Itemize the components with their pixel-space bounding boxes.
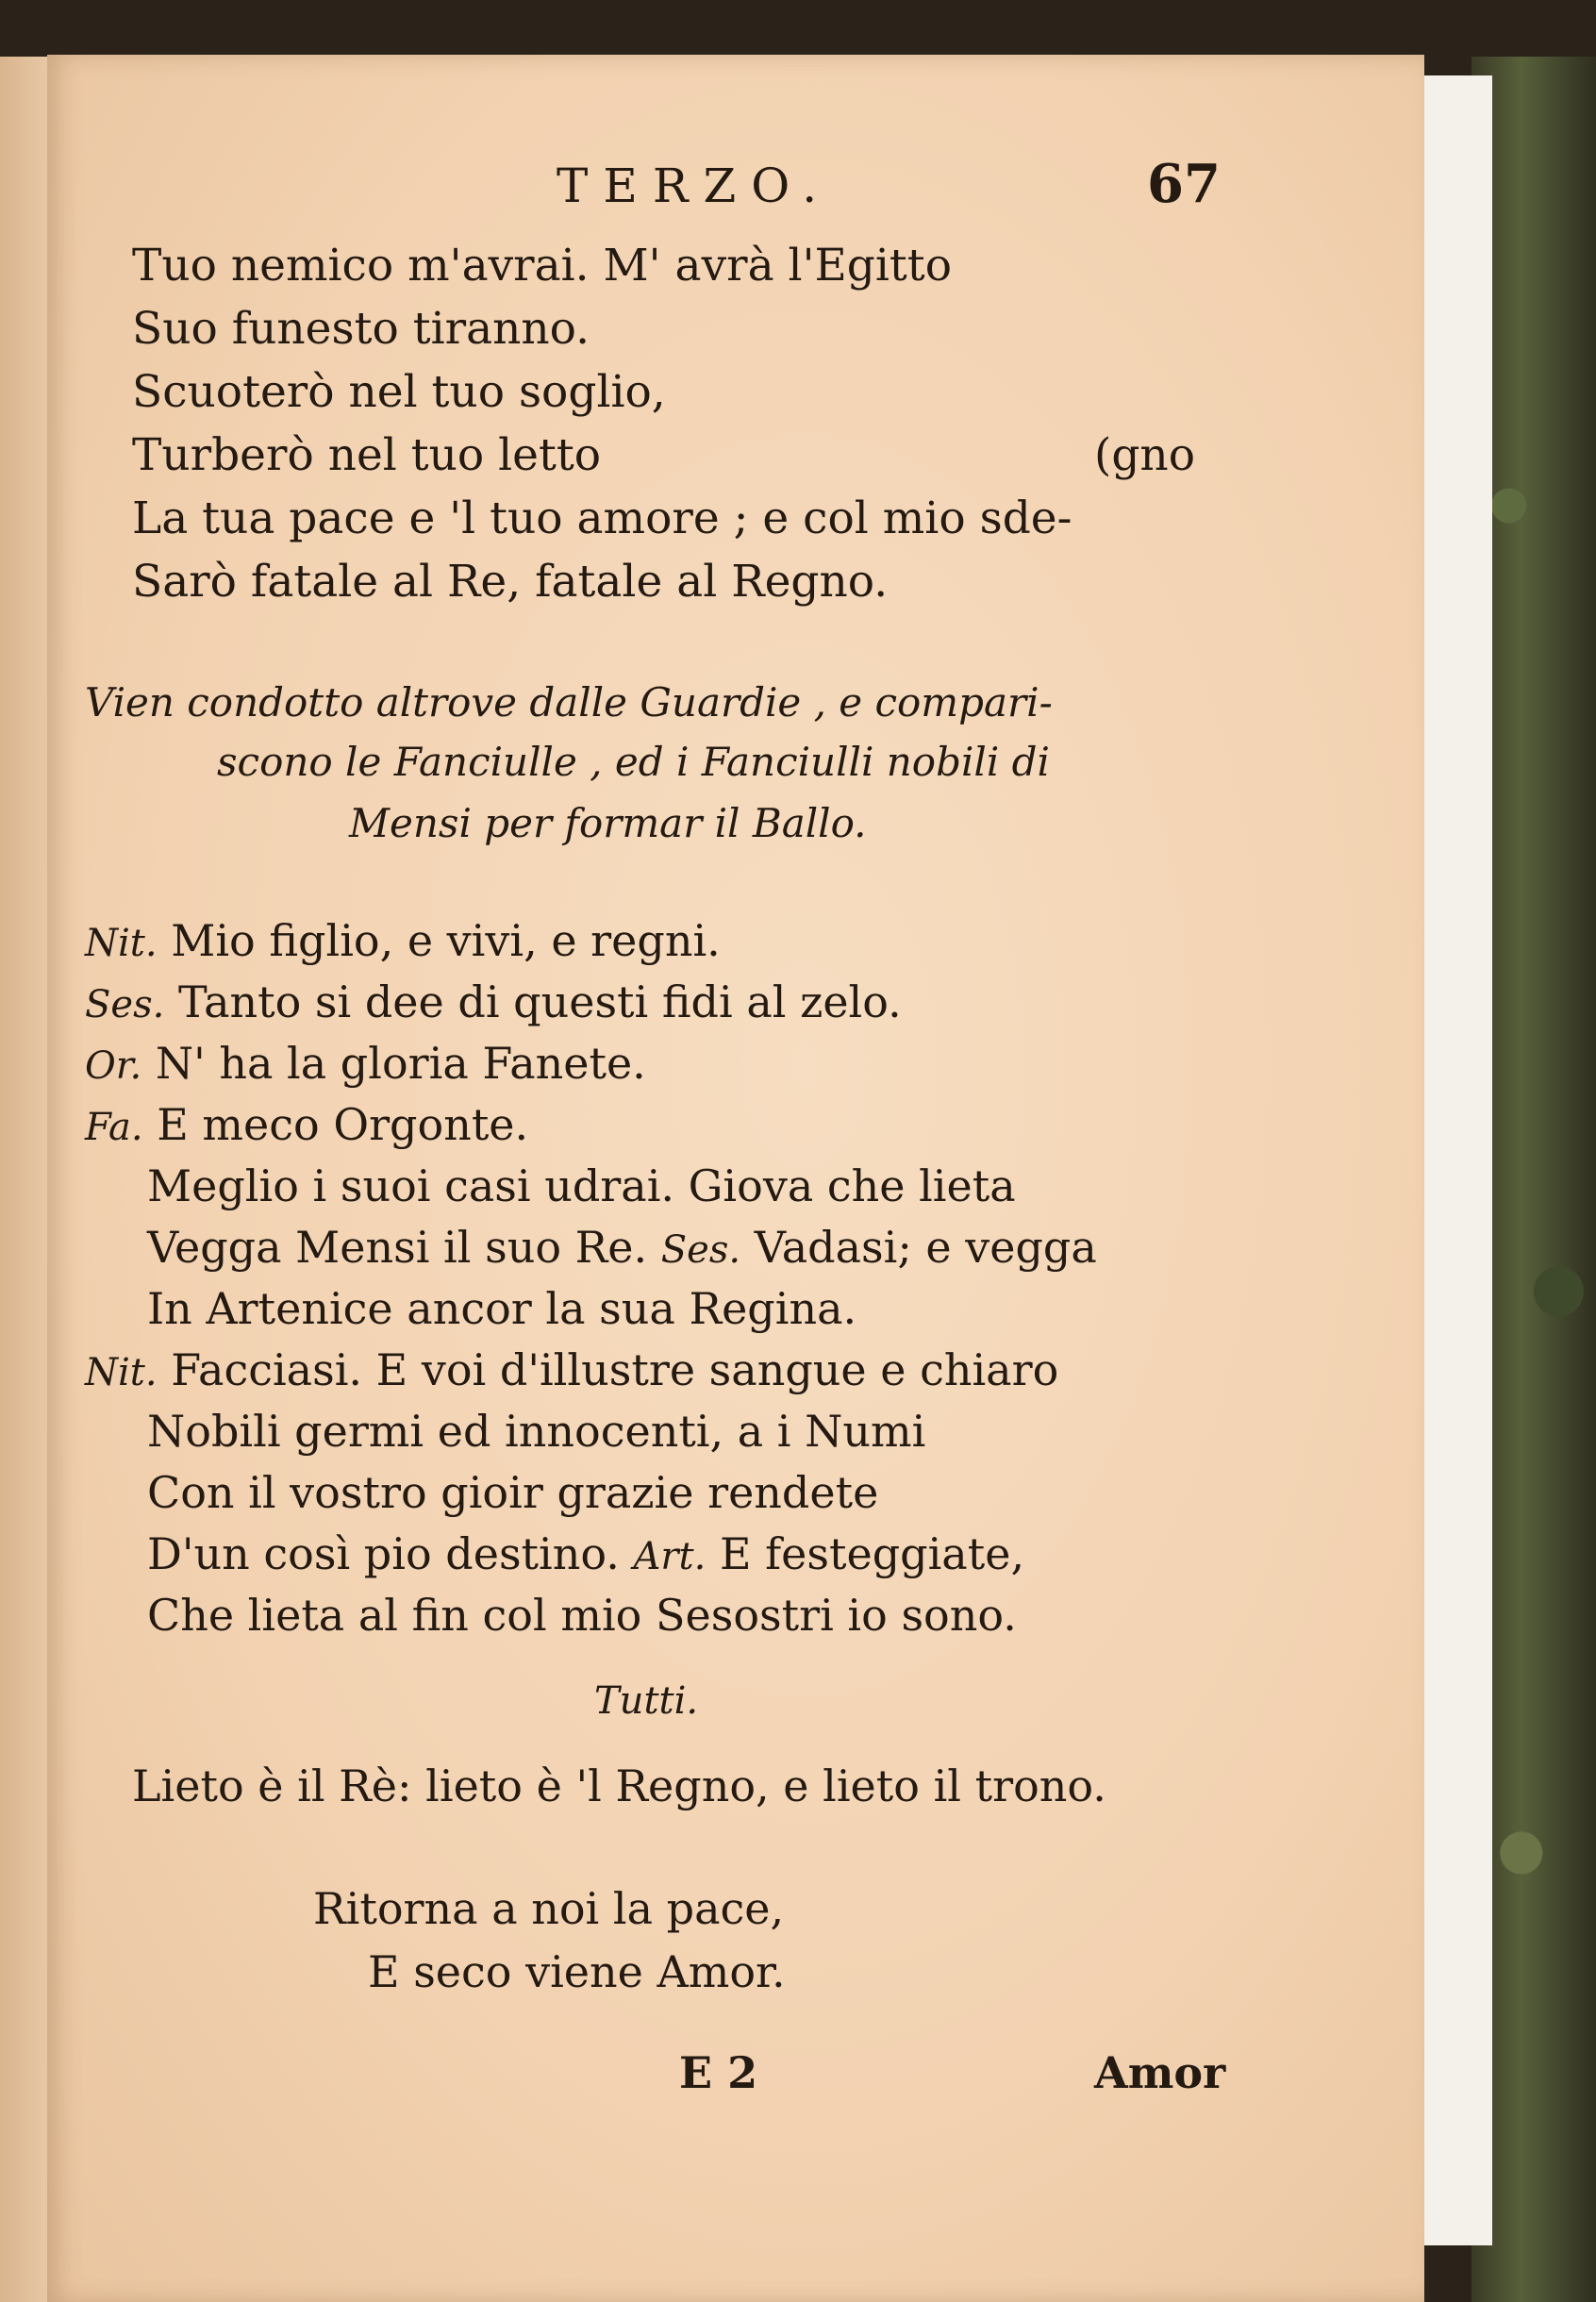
dialogue-line: Che lieta al fin col mio Sesostri io sono. (147, 1590, 1017, 1641)
speech-text: Facciasi. E voi d'illustre sangue e chiaro (171, 1344, 1059, 1395)
dialogue-line: Con il vostro gioir grazie rendete (147, 1467, 879, 1518)
dialogue-line (85, 1099, 528, 1150)
chorus-label: Tutti. (594, 1679, 699, 1723)
speaker-name: Fa. (85, 1106, 143, 1149)
dialogue-line (147, 1528, 1024, 1579)
dialogue-line (147, 1222, 1097, 1273)
dialogue-line: Nobili germi ed innocenti, a i Numi (147, 1406, 926, 1457)
dialogue-line (85, 915, 721, 966)
speech-text: Mio figlio, e vivi, e regni. (171, 915, 721, 966)
speaker-name: Art. (633, 1535, 707, 1578)
speech-text: E meco Orgonte. (157, 1099, 529, 1150)
song-line: E seco viene Amor. (368, 1946, 786, 1997)
speech-text: Vegga Mensi il suo Re. (147, 1222, 648, 1273)
verse-line: Suo funesto tiranno. (132, 303, 590, 355)
speech-text: E festeggiate, (719, 1528, 1025, 1579)
verse-line: Tuo nemico m'avrai. M' avrà l'Egitto (132, 240, 952, 292)
stage-direction-line: scono le Fanciulle , ed i Fanciulli nobili di (217, 739, 1050, 785)
stage-direction-line: Vien condotto altrove dalle Guardie , e compari- (85, 679, 1053, 726)
signature-mark: E 2 (679, 2047, 758, 2098)
song-line: Ritorna a noi la pace, (313, 1883, 785, 1934)
chorus-line: Lieto è il Rè: lieto è 'l Regno, e lieto il trono. (132, 1760, 1106, 1811)
verse-line: La tua pace e 'l tuo amore ; e col mio sde- (132, 492, 1072, 544)
running-head: TERZO. (557, 158, 833, 213)
book-page (47, 55, 1424, 2302)
verse-line: Turberò nel tuo letto (132, 429, 602, 481)
speaker-name: Ses. (660, 1228, 741, 1272)
speaker-name: Nit. (85, 922, 158, 965)
verse-overflow: (gno (1094, 429, 1195, 481)
speech-text: N' ha la gloria Fanete. (155, 1038, 646, 1089)
speech-text: Vadasi; e vegga (754, 1222, 1097, 1273)
catchword: Amor (1094, 2047, 1226, 2098)
speaker-name: Nit. (85, 1351, 158, 1394)
page-number: 67 (1147, 153, 1221, 215)
verse-line: Scuoterò nel tuo soglio, (132, 366, 666, 418)
speaker-name: Ses. (85, 983, 165, 1026)
dialogue-line: In Artenice ancor la sua Regina. (147, 1283, 857, 1334)
speaker-name: Or. (85, 1044, 142, 1088)
dialogue-line (85, 1038, 646, 1089)
speech-text: Tanto si dee di questi fidi al zelo. (177, 976, 902, 1027)
dialogue-line (85, 1344, 1058, 1395)
verse-line: Sarò fatale al Re, fatale al Regno. (132, 556, 889, 608)
dialogue-line (85, 976, 902, 1027)
speech-text: D'un così pio destino. (147, 1528, 620, 1579)
stage-direction-line: Mensi per formar il Ballo. (349, 800, 867, 846)
dialogue-line: Meglio i suoi casi udrai. Giova che lieta (147, 1160, 1016, 1211)
